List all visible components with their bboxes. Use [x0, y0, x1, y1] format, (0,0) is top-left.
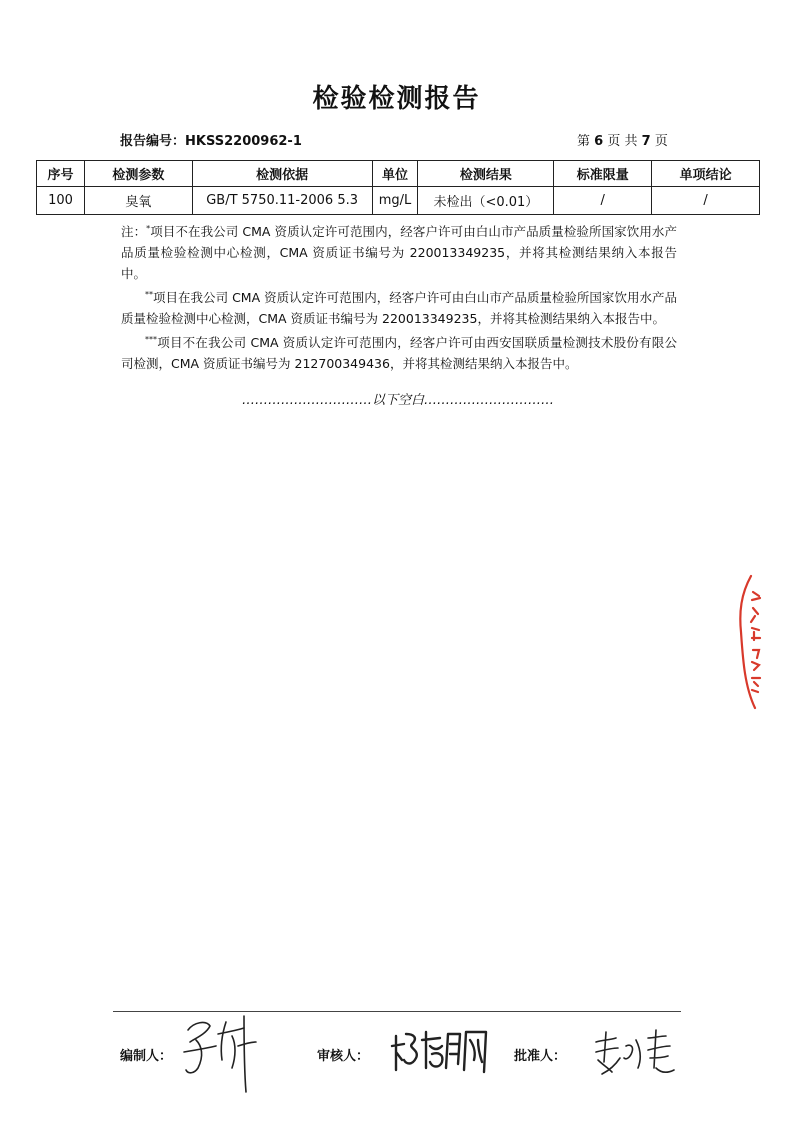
page-indicator — [577, 130, 668, 149]
note-3 — [121, 329, 677, 374]
note-mark: * — [146, 224, 151, 233]
column-header: 单位 — [372, 161, 418, 187]
results-table — [36, 160, 760, 215]
cell-seq: 100 — [37, 187, 85, 215]
note-prefix: 注： — [121, 224, 147, 240]
note-text: 项目不在我公司 CMA 资质认定许可范围内，经客户许可由西安国联质量检测技术股份有限公司检测，CMA 资质证书编号为 212700349436，并将其检测结果纳入本报告中。 — [121, 335, 677, 372]
cell-method: GB/T 5750.11-2006 5.3 — [192, 187, 372, 215]
table-header-row — [37, 161, 760, 187]
report-number-value: HKSS2200962-1 — [185, 134, 302, 149]
reviewed-by-label: 审核人： — [317, 1049, 370, 1064]
report-number — [120, 130, 302, 149]
prepared-by-label: 编制人： — [120, 1049, 173, 1064]
cell-result: 未检出（<0.01） — [418, 187, 554, 215]
column-header: 单项结论 — [652, 161, 760, 187]
approved-by-signature — [590, 1028, 680, 1078]
note-2 — [121, 284, 677, 329]
page-total: 7 — [641, 134, 651, 149]
note-1 — [121, 218, 677, 284]
column-header: 标准限量 — [554, 161, 652, 187]
cell-parameter: 臭氧 — [84, 187, 192, 215]
page-mid: 页 共 — [607, 134, 638, 149]
note-mark: *** — [145, 335, 157, 345]
report-title: 检验检测报告 — [312, 84, 481, 114]
report-number-label: 报告编号： — [120, 134, 186, 149]
red-seal-stamp — [735, 572, 765, 712]
note-text: 项目不在我公司 CMA 资质认定许可范围内，经客户许可由白山市产品质量检验所国家饮用水产品质量检验检测中心检测，CMA 资质证书编号为 220013349235，并将其检测结果纳入本报告中。 — [121, 224, 677, 282]
column-header: 检测参数 — [84, 161, 192, 187]
column-header: 检测结果 — [418, 161, 554, 187]
page-prefix: 第 — [577, 134, 591, 149]
cell-limit: / — [554, 187, 652, 215]
notes-section — [121, 218, 677, 374]
blank-marker: …………………………以下空白………………………… — [241, 393, 554, 408]
note-mark: ** — [145, 290, 153, 300]
page-current: 6 — [594, 134, 604, 149]
prepared-by-signature — [182, 1012, 264, 1094]
column-header: 检测依据 — [192, 161, 372, 187]
table-row — [37, 187, 760, 215]
note-text: 项目在我公司 CMA 资质认定许可范围内，经客户许可由白山市产品质量检验所国家饮用水产品质量检验检测中心检测，CMA 资质证书编号为 220013349235，并将其检测结果纳入本报告中。 — [121, 290, 677, 327]
page-suffix: 页 — [654, 134, 668, 149]
cell-conclusion: / — [652, 187, 760, 215]
approved-by-label: 批准人： — [514, 1049, 567, 1064]
reviewed-by-signature — [390, 1024, 490, 1076]
cell-unit: mg/L — [372, 187, 418, 215]
column-header: 序号 — [37, 161, 85, 187]
